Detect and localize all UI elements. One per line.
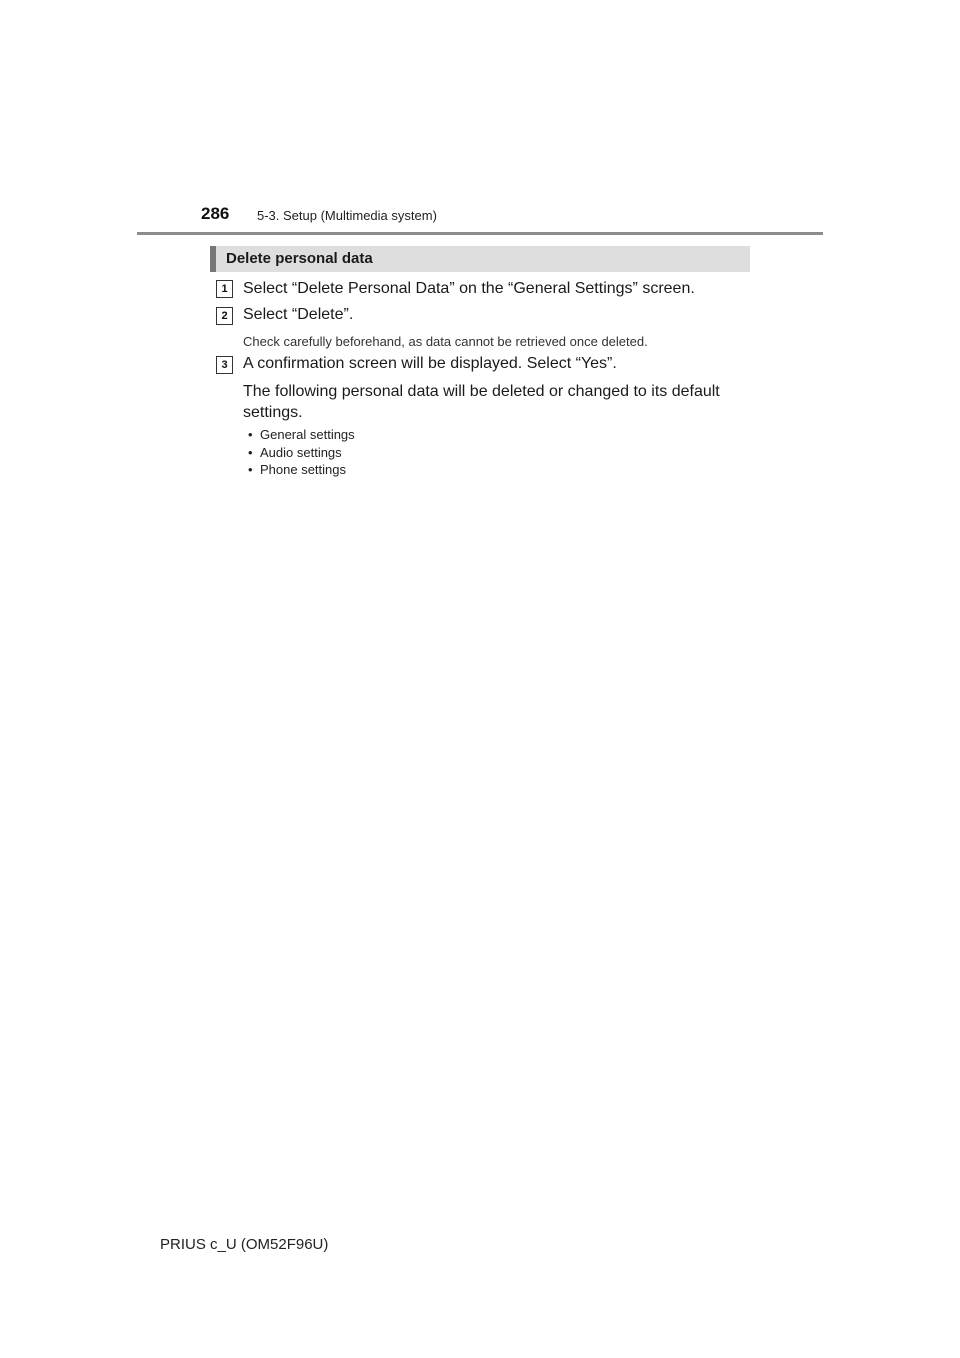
step-text-2: Select “Delete”. <box>243 306 354 323</box>
section-title: Delete personal data <box>226 250 373 267</box>
list-item: • Phone settings <box>248 461 355 479</box>
section-header <box>210 246 750 272</box>
footer-model: PRIUS c_U (OM52F96U) <box>160 1236 329 1253</box>
step-badge-2: 2 <box>216 307 233 325</box>
step-badge-3: 3 <box>216 356 233 374</box>
list-item: • General settings <box>248 426 355 444</box>
deletion-description: The following personal data will be deleted or changed to its default settings. <box>243 383 720 421</box>
list-item: • Audio settings <box>248 444 355 462</box>
deleted-data-list <box>248 426 355 479</box>
step-text-1: Select “Delete Personal Data” on the “General Settings” screen. <box>243 280 695 297</box>
header-divider <box>137 232 823 235</box>
step-badge-1: 1 <box>216 280 233 298</box>
step-text-3: A confirmation screen will be displayed. Select “Yes”. <box>243 355 617 372</box>
page-number: 286 <box>201 204 230 223</box>
chapter-title: 5-3. Setup (Multimedia system) <box>257 208 437 223</box>
step-note: Check carefully beforehand, as data cannot be retrieved once deleted. <box>243 334 648 349</box>
